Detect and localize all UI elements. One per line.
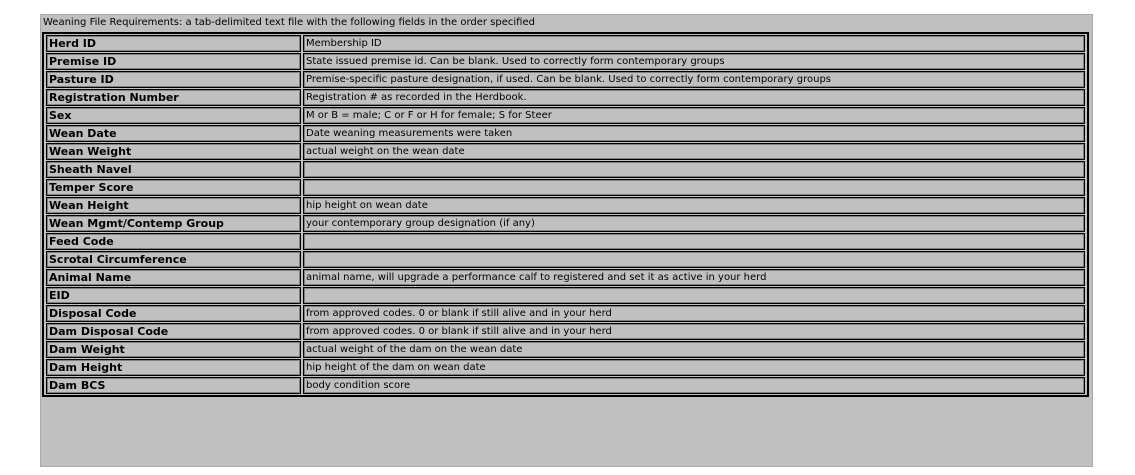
- field-description-cell: actual weight of the dam on the wean date: [303, 341, 1085, 358]
- field-description-cell: Date weaning measurements were taken: [303, 125, 1085, 142]
- table-row: [46, 251, 1085, 268]
- field-description-cell: animal name, will upgrade a performance calf to registered and set it as active in your herd: [303, 269, 1085, 286]
- field-name-cell: Dam Weight: [46, 341, 301, 358]
- field-description-cell: body condition score: [303, 377, 1085, 394]
- field-name-cell: Wean Date: [46, 125, 301, 142]
- field-description-cell: [303, 161, 1085, 178]
- table-row: [46, 287, 1085, 304]
- field-name-cell: Sex: [46, 107, 301, 124]
- field-description-cell: actual weight on the wean date: [303, 143, 1085, 160]
- table-row: [46, 233, 1085, 250]
- field-name-cell: EID: [46, 287, 301, 304]
- field-name-cell: Wean Height: [46, 197, 301, 214]
- field-name-cell: Pasture ID: [46, 71, 301, 88]
- table-row: [46, 161, 1085, 178]
- field-name-cell: Herd ID: [46, 35, 301, 52]
- field-name-cell: Scrotal Circumference: [46, 251, 301, 268]
- field-name-cell: Wean Weight: [46, 143, 301, 160]
- field-name-cell: Premise ID: [46, 53, 301, 70]
- field-description-cell: [303, 233, 1085, 250]
- table-caption: Weaning File Requirements: a tab-delimited text file with the following fields in the order specified: [43, 17, 535, 28]
- field-name-cell: Disposal Code: [46, 305, 301, 322]
- table-row: [46, 125, 1085, 142]
- field-name-cell: Animal Name: [46, 269, 301, 286]
- table-row: [46, 323, 1085, 340]
- table-row: [46, 305, 1085, 322]
- table-row: [46, 215, 1085, 232]
- field-name-cell: Feed Code: [46, 233, 301, 250]
- field-description-cell: [303, 251, 1085, 268]
- table-row: [46, 143, 1085, 160]
- field-description-cell: hip height of the dam on wean date: [303, 359, 1085, 376]
- field-description-cell: from approved codes. 0 or blank if still alive and in your herd: [303, 305, 1085, 322]
- field-name-cell: Dam Disposal Code: [46, 323, 301, 340]
- field-description-cell: [303, 179, 1085, 196]
- field-description-cell: M or B = male; C or F or H for female; S for Steer: [303, 107, 1085, 124]
- field-name-cell: Wean Mgmt/Contemp Group: [46, 215, 301, 232]
- field-description-cell: Registration # as recorded in the Herdbook.: [303, 89, 1085, 106]
- field-name-cell: Registration Number: [46, 89, 301, 106]
- field-description-cell: hip height on wean date: [303, 197, 1085, 214]
- weaning-fields-table: [42, 32, 1089, 397]
- field-description-cell: [303, 287, 1085, 304]
- table-row: [46, 89, 1085, 106]
- table-row: [46, 53, 1085, 70]
- table-row: [46, 269, 1085, 286]
- field-description-cell: Premise-specific pasture designation, if used. Can be blank. Used to correctly form contemporary groups: [303, 71, 1085, 88]
- field-description-cell: Membership ID: [303, 35, 1085, 52]
- field-name-cell: Temper Score: [46, 179, 301, 196]
- table-row: [46, 377, 1085, 394]
- table-row: [46, 341, 1085, 358]
- field-description-cell: your contemporary group designation (if any): [303, 215, 1085, 232]
- table-row: [46, 359, 1085, 376]
- table-row: [46, 35, 1085, 52]
- field-description-cell: from approved codes. 0 or blank if still alive and in your herd: [303, 323, 1085, 340]
- field-name-cell: Dam BCS: [46, 377, 301, 394]
- field-name-cell: Sheath Navel: [46, 161, 301, 178]
- table-row: [46, 197, 1085, 214]
- field-name-cell: Dam Height: [46, 359, 301, 376]
- weaning-requirements-panel: [40, 14, 1093, 467]
- table-row: [46, 107, 1085, 124]
- field-description-cell: State issued premise id. Can be blank. Used to correctly form contemporary groups: [303, 53, 1085, 70]
- table-row: [46, 179, 1085, 196]
- table-row: [46, 71, 1085, 88]
- weaning-fields-table-body: [46, 35, 1085, 394]
